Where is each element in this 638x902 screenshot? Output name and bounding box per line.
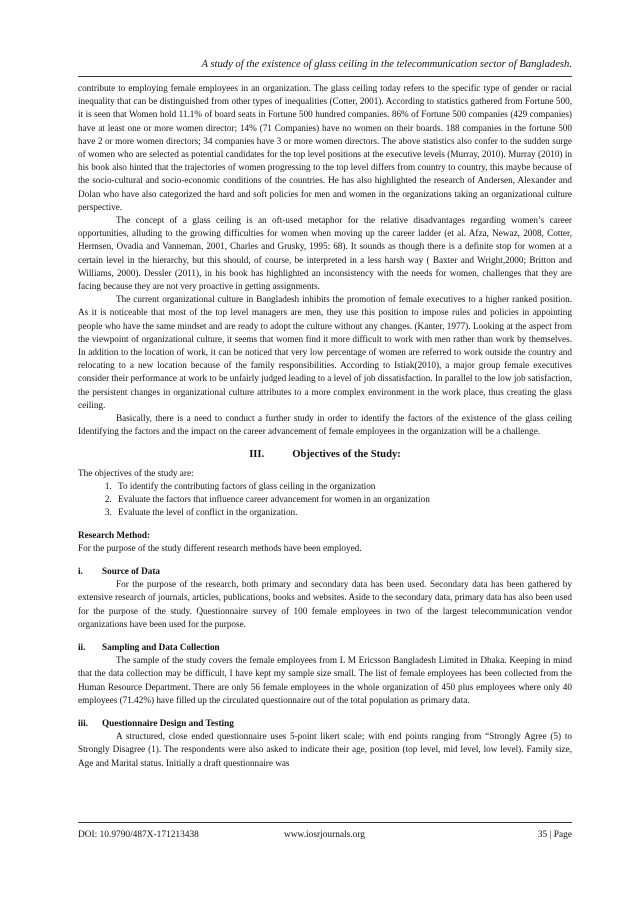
subsection-title: Questionnaire Design and Testing	[102, 717, 234, 728]
subsection-title: Sampling and Data Collection	[102, 641, 220, 652]
research-method-heading: Research Method:	[78, 529, 151, 540]
subsection-heading-questionnaire	[78, 717, 572, 730]
section-title: Objectives of the Study:	[292, 449, 401, 461]
research-method-text: For the purpose of the study different research methods have been employed.	[78, 542, 362, 553]
footer-website: www.iosrjournals.org	[284, 830, 365, 840]
subsection-number: ii.	[78, 641, 86, 652]
section-heading-objectives	[78, 448, 572, 461]
subsection-title: Source of Data	[102, 565, 161, 576]
header-divider	[78, 76, 572, 77]
footer-divider	[78, 822, 572, 823]
subsection-text-sampling: The sample of the study covers the female employees from L M Ericsson Bangladesh Limited in Dhaka. Keeping in mind that the data collection may be difficult, I have kept my sample size small. The list of female employees has been collected from the Human Resource Department. There are only 56 female employees in the whole organization of 450 plus employees where only 40 employees (71.42%) have filled up the circulated questionnaire out of the total population as primary data.	[78, 655, 572, 705]
footer-page-number: 35 | Page	[537, 830, 572, 840]
body-paragraph-3: The current organizational culture in Bangladesh inhibits the promotion of female executives to a higher ranked position. As it is noticeable that most of the top level managers are men, they use this position to impose rules and policies in appointing people who have the same mindset and are ready to adopt the culture without any changes. (Kanter, 1977). Looking at the aspect from the viewpoint of organizational culture, it seems that women find it more difficult to work with men rather than work by themselves. In addition to the location of work, it can be noticed that very low percentage of women are referred to work outside the country and relocating to a new location because of the family responsibilities. According to Istiak(2010), a major group female executives consider their performance at work to be unfairly judged leading to a level of job dissatisfaction. In parallel to the low job satisfaction, the persistent changes in organizational culture attributes to a more complex environment in the work place, thus creating the glass ceiling.	[78, 294, 572, 410]
subsection-text-questionnaire: A structured, close ended questionnaire uses 5-point likert scale; with end points ranging from “Strongly Agree (5) to Strongly Disagree (1). The respondents were also asked to indicate their age, position (top level, mid level, low level). Family size, Age and Marital status. Initially a draft questionnaire was	[78, 731, 572, 768]
footer-doi: DOI: 10.9790/487X-171213438	[78, 830, 199, 840]
objectives-list	[78, 480, 572, 520]
subsection-heading-source-of-data	[78, 565, 572, 578]
subsection-number: iii.	[78, 717, 88, 728]
objective-item: 1. To identify the contributing factors of glass ceiling in the organization	[114, 480, 572, 493]
section-number: III.	[249, 449, 265, 461]
running-header: A study of the existence of glass ceiling in the telecommunication sector of Bangladesh.	[201, 59, 572, 70]
subsection-heading-sampling	[78, 641, 572, 654]
body-paragraph-2: The concept of a glass ceiling is an oft-used metaphor for the relative disadvantages regarding women’s career opportunities, alluding to the growing difficulties for women when moving up the career ladder (et al. Afza, Newaz, 2008, Cotter, Hermsen, Ovadia and Vanneman, 2001, Charles and Grusky, 1995: 68). It sounds as though there is a definite stop for women at a certain level in the hierarchy, but this should, of course, be interpreted in a less harsh way ( Baxter and Wright,2000; Britton and Williams, 2000). Dessler (2011), in his book has highlighted an inconsistency with the needs for women, challenges that they are facing because they are not very proactive in getting assignments.	[78, 215, 572, 292]
subsection-text-source-of-data: For the purpose of the research, both primary and secondary data has been used. Secondary data has been gathered by extensive research of journals, articles, publications, books and websites. Aside to the secondary data, primary data has also been used for the purpose of the study. Questionnaire survey of 100 female employees in two of the largest telecommunication vendor organizations have been used for the purpose.	[78, 579, 572, 629]
objective-item: 3. Evaluate the level of conflict in the organization.	[114, 506, 572, 519]
objectives-intro: The objectives of the study are:	[78, 467, 194, 478]
body-paragraph-4: Basically, there is a need to conduct a further study in order to identify the factors of the existence of the glass ceiling Identifying the factors and the impact on the career advancement of female employees in the organization will be a challenge.	[78, 413, 572, 437]
subsection-number: i.	[78, 565, 83, 576]
body-paragraph-1: contribute to employing female employees in an organization. The glass ceiling today refers to the specific type of gender or racial inequality that can be distinguished from other types of inequalities (Cotter, 2001). According to statistics gathered from Fortune 500, it is seen that Women hold 11.1% of board seats in Fortune 500 hundred companies. 86% of Fortune 500 companies (429 companies) have at least one or more women director; 14% (71 Companies) have no women on their boards. 188 companies in the fortune 500 have 2 or more women directors; 34 companies have 3 or more women directors. The above statistics also confer to the sudden surge of women who are selected as potential candidates for the top level positions at the executive levels (Murray, 2010). Murray (2010) in his book also hinted that the trajectories of women progressing to the top level differs from country to country, this maybe because of the socio-cultural and socio-economic conditions of the countries. He has also highlighted the research of Andersen, Alexander and Dolan who have also categorized the hard and soft policies for men and women in the organizations taking an organizational culture perspective.	[78, 83, 572, 212]
page-body	[78, 82, 572, 770]
objective-item: 2. Evaluate the factors that influence career advancement for women in an organization	[114, 493, 572, 506]
